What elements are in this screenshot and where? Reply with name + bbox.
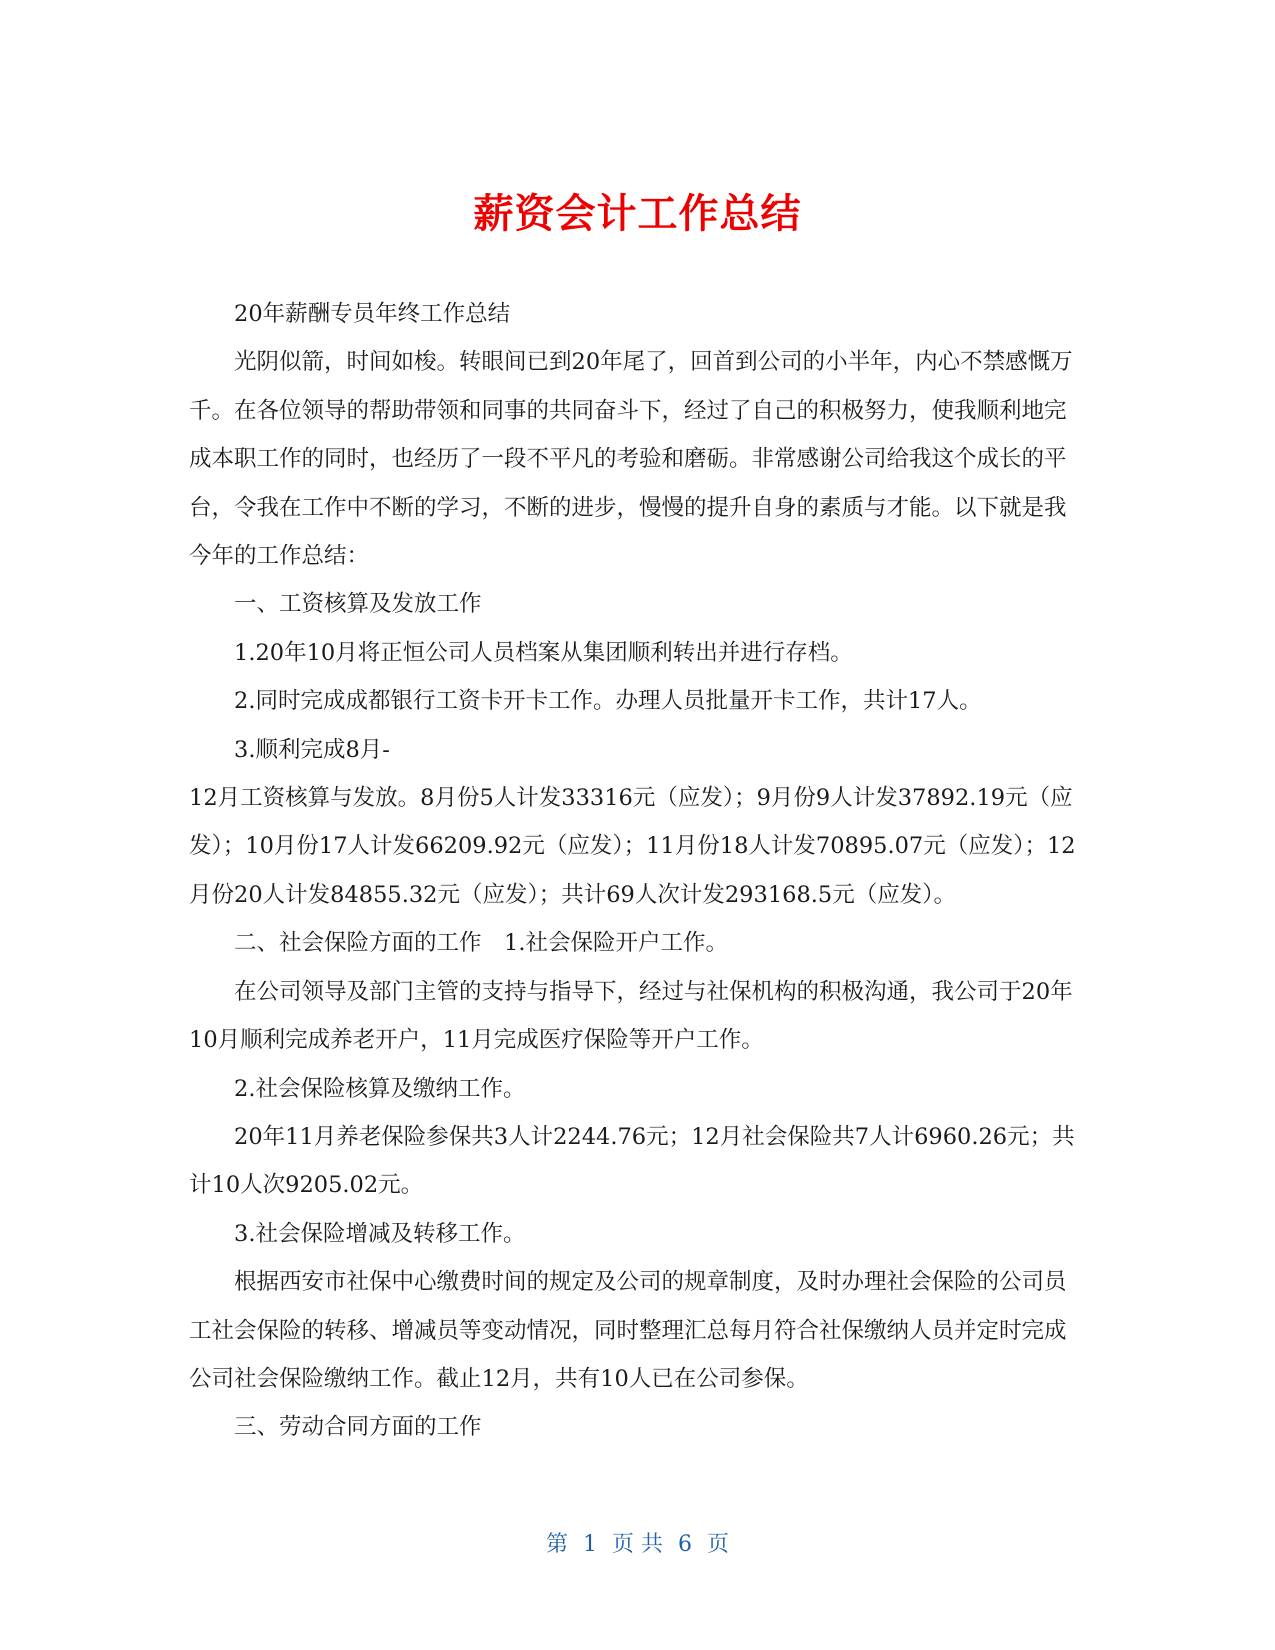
document-body	[189, 290, 1084, 1452]
footer-prefix: 第	[545, 1532, 568, 1557]
list-item-archive: 1.20年10月将正恒公司人员档案从集团顺利转出并进行存档。	[234, 639, 853, 666]
list-item-insurance-payment: 2.社会保险核算及缴纳工作。	[234, 1075, 526, 1102]
insurance-transfer-paragraph: 根据西安市社保中心缴费时间的规定及公司的规章制度，及时办理社会保险的公司员工社会保险的转移、增减员等变动情况，同时整理汇总每月符合社保缴纳人员并定时完成公司社会保险缴纳工作。截止12月，共有10人已在公司参保。	[189, 1269, 1067, 1392]
document-title: 薪资会计工作总结	[473, 190, 802, 237]
section-heading-social-insurance: 二、社会保险方面的工作 1.社会保险开户工作。	[234, 930, 728, 957]
insurance-payment-paragraph: 20年11月养老保险参保共3人计2244.76元；12月社会保险共7人计6960.26元；共计10人次9205.02元。	[189, 1123, 1075, 1199]
section-heading-salary: 一、工资核算及发放工作	[234, 591, 482, 618]
intro-paragraph: 光阴似箭，时间如梭。转眼间已到20年尾了，回首到公司的小半年，内心不禁感慨万千。在各位领导的帮助带领和同事的共同奋斗下，经过了自己的积极努力，使我顺利地完成本职工作的同时，也经历了一段不平凡的考验和磨砺。非常感谢公司给我这个成长的平台，令我在工作中不断的学习，不断的进步，慢慢的提升自身的素质与才能。以下就是我今年的工作总结：	[189, 349, 1073, 570]
insurance-account-paragraph: 在公司领导及部门主管的支持与指导下，经过与社保机构的积极沟通，我公司于20年10月顺利完成养老开户，11月完成医疗保险等开户工作。	[189, 978, 1073, 1054]
footer-suffix: 页	[707, 1532, 730, 1557]
footer-middle: 页 共	[612, 1532, 663, 1557]
footer-page-number: 1	[583, 1532, 597, 1557]
list-item-bank-card: 2.同时完成成都银行工资卡开卡工作。办理人员批量开卡工作，共计17人。	[234, 688, 982, 715]
list-item-payroll-start: 3.顺利完成8月-	[234, 736, 390, 763]
footer-total-pages: 6	[678, 1532, 692, 1557]
page-footer	[0, 1530, 1275, 1560]
payroll-details-paragraph: 12月工资核算与发放。8月份5人计发33316元（应发）；9月份9人计发37892.19元（应发）；10月份17人计发66209.92元（应发）；11月份18人计发70895.07元（应发）；12月份20人计发84855.32元（应发）；共计69人次计发293168.5元（应发）。	[189, 785, 1076, 908]
section-heading-labor-contract: 三、劳动合同方面的工作	[234, 1414, 482, 1441]
subtitle-paragraph: 20年薪酬专员年终工作总结	[234, 301, 511, 327]
list-item-insurance-transfer: 3.社会保险增减及转移工作。	[234, 1220, 526, 1247]
